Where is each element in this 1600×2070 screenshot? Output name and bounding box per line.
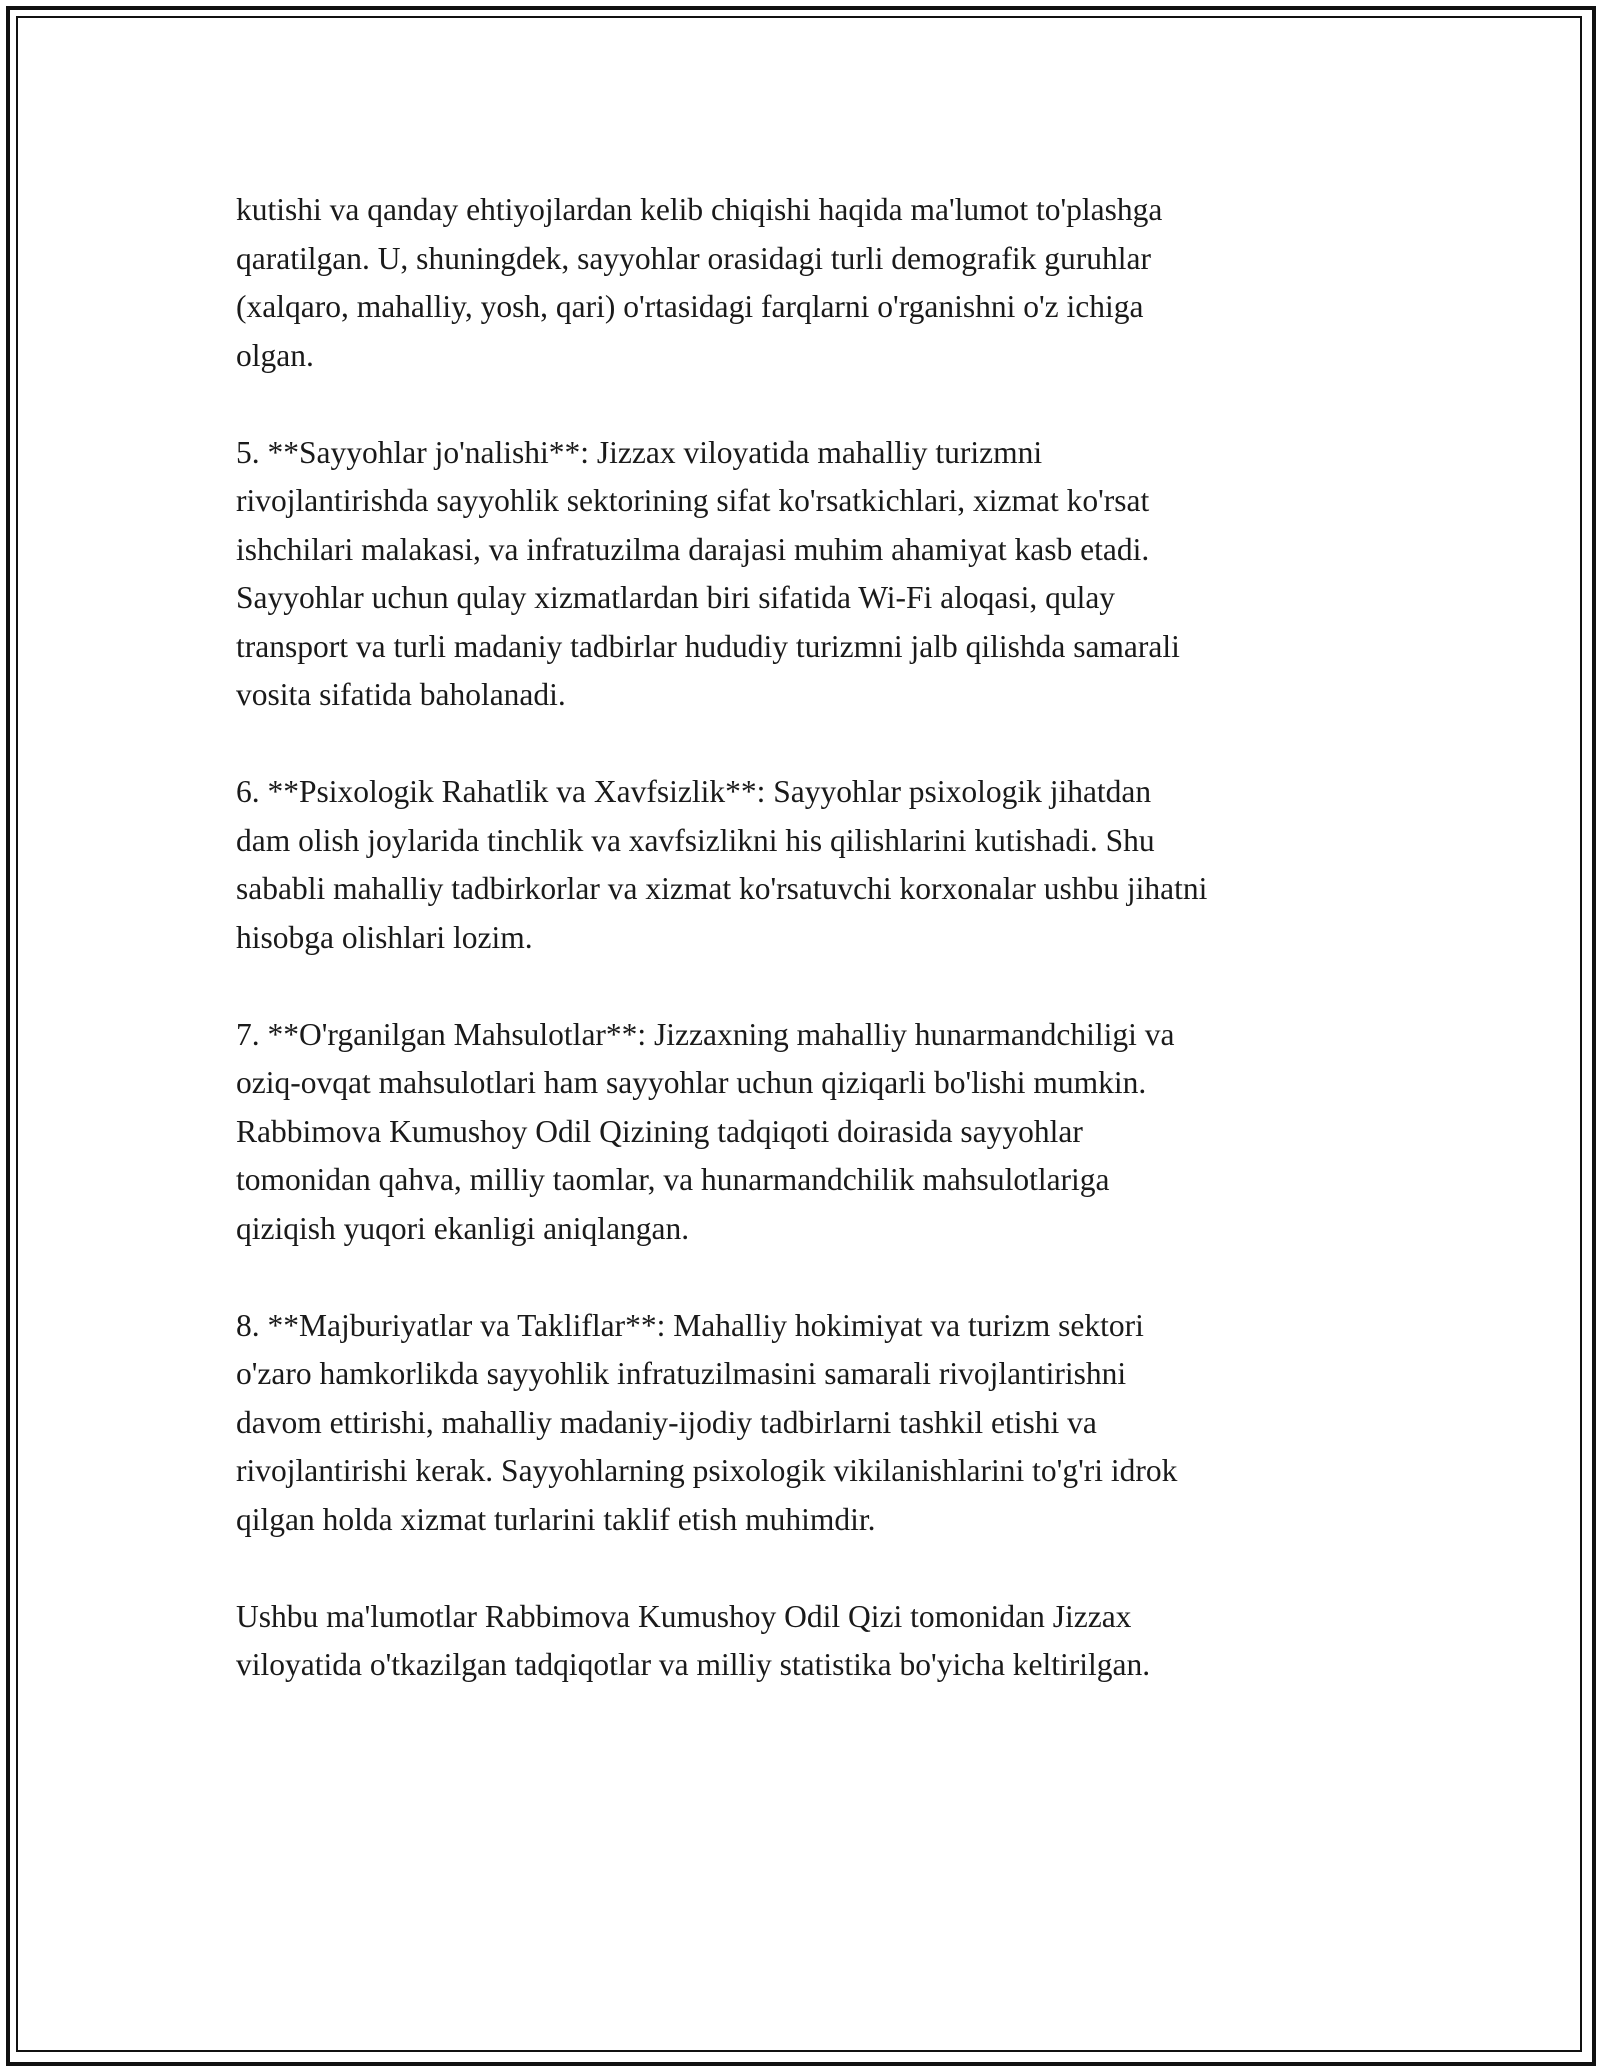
text-line: qiziqish yuqori ekanligi aniqlangan. [236, 1210, 690, 1246]
text-line: davom ettirishi, mahalliy madaniy-ijodiy tadbirlarni tashkil etishi va [236, 1404, 1097, 1440]
text-line: 5. **Sayyohlar jo'nalishi**: Jizzax viloyatida mahalliy turizmni [236, 434, 1043, 470]
text-line: dam olish joylarida tinchlik va xavfsizlikni his qilishlarini kutishadi. Shu [236, 822, 1155, 858]
text-line: 6. **Psixologik Rahatlik va Xavfsizlik**: Sayyohlar psixologik jihatdan [236, 774, 1152, 809]
text-line: Sayyohlar uchun qulay xizmatlardan biri sifatida Wi-Fi aloqasi, qulay [236, 580, 1116, 615]
text-line: Ushbu ma'lumotlar Rabbimova Kumushoy Odil Qizi tomonidan Jizzax [236, 1598, 1132, 1634]
text-line: qaratilgan. U, shuningdek, sayyohlar orasidagi turli demografik guruhlar [236, 240, 1152, 276]
text-line: rivojlantirishi kerak. Sayyohlarning psixologik vikilanishlarini to'g'ri idrok [236, 1453, 1178, 1488]
text-line: sababli mahalliy tadbirkorlar va xizmat ko'rsatuvchi korxonalar ushbu jihatni [236, 871, 1208, 906]
paragraph-closing [236, 1593, 1386, 1690]
paragraph-item-8 [236, 1302, 1386, 1545]
text-line: vosita sifatida baholanadi. [236, 677, 566, 712]
paragraph-item-6 [236, 768, 1386, 962]
text-line: tomonidan qahva, milliy taomlar, va hunarmandchilik mahsulotlariga [236, 1162, 1110, 1197]
text-line: Rabbimova Kumushoy Odil Qizining tadqiqoti doirasida sayyohlar [236, 1113, 1083, 1149]
text-line: (xalqaro, mahalliy, yosh, qari) o'rtasidagi farqlarni o'rganishni o'z ichiga [236, 289, 1144, 324]
text-line: rivojlantirishda sayyohlik sektorining sifat ko'rsatkichlari, xizmat ko'rsat [236, 483, 1150, 518]
text-line: transport va turli madaniy tadbirlar hududiy turizmni jalb qilishda samarali [236, 628, 1180, 664]
text-line: oziq-ovqat mahsulotlari ham sayyohlar uchun qiziqarli bo'lishi mumkin. [236, 1065, 1147, 1100]
text-line: hisobga olishlari lozim. [236, 919, 533, 955]
document-body [236, 186, 1386, 1738]
text-line: 8. **Majburiyatlar va Takliflar**: Mahalliy hokimiyat va turizm sektori [236, 1307, 1144, 1343]
text-line: o'zaro hamkorlikda sayyohlik infratuzilmasini samarali rivojlantirishni [236, 1356, 1127, 1391]
text-line: olgan. [236, 337, 314, 373]
text-line: kutishi va qanday ehtiyojlardan kelib chiqishi haqida ma'lumot to'plashga [236, 192, 1163, 227]
text-line: 7. **O'rganilgan Mahsulotlar**: Jizzaxning mahalliy hunarmandchiligi va [236, 1016, 1175, 1052]
paragraph-item-5 [236, 429, 1386, 720]
text-line: viloyatida o'tkazilgan tadqiqotlar va milliy statistika bo'yicha keltirilgan. [236, 1647, 1151, 1682]
paragraph-item-7 [236, 1011, 1386, 1254]
text-line: ishchilari malakasi, va infratuzilma darajasi muhim ahamiyat kasb etadi. [236, 531, 1150, 567]
paragraph-continuation [236, 186, 1386, 380]
text-line: qilgan holda xizmat turlarini taklif etish muhimdir. [236, 1501, 876, 1537]
